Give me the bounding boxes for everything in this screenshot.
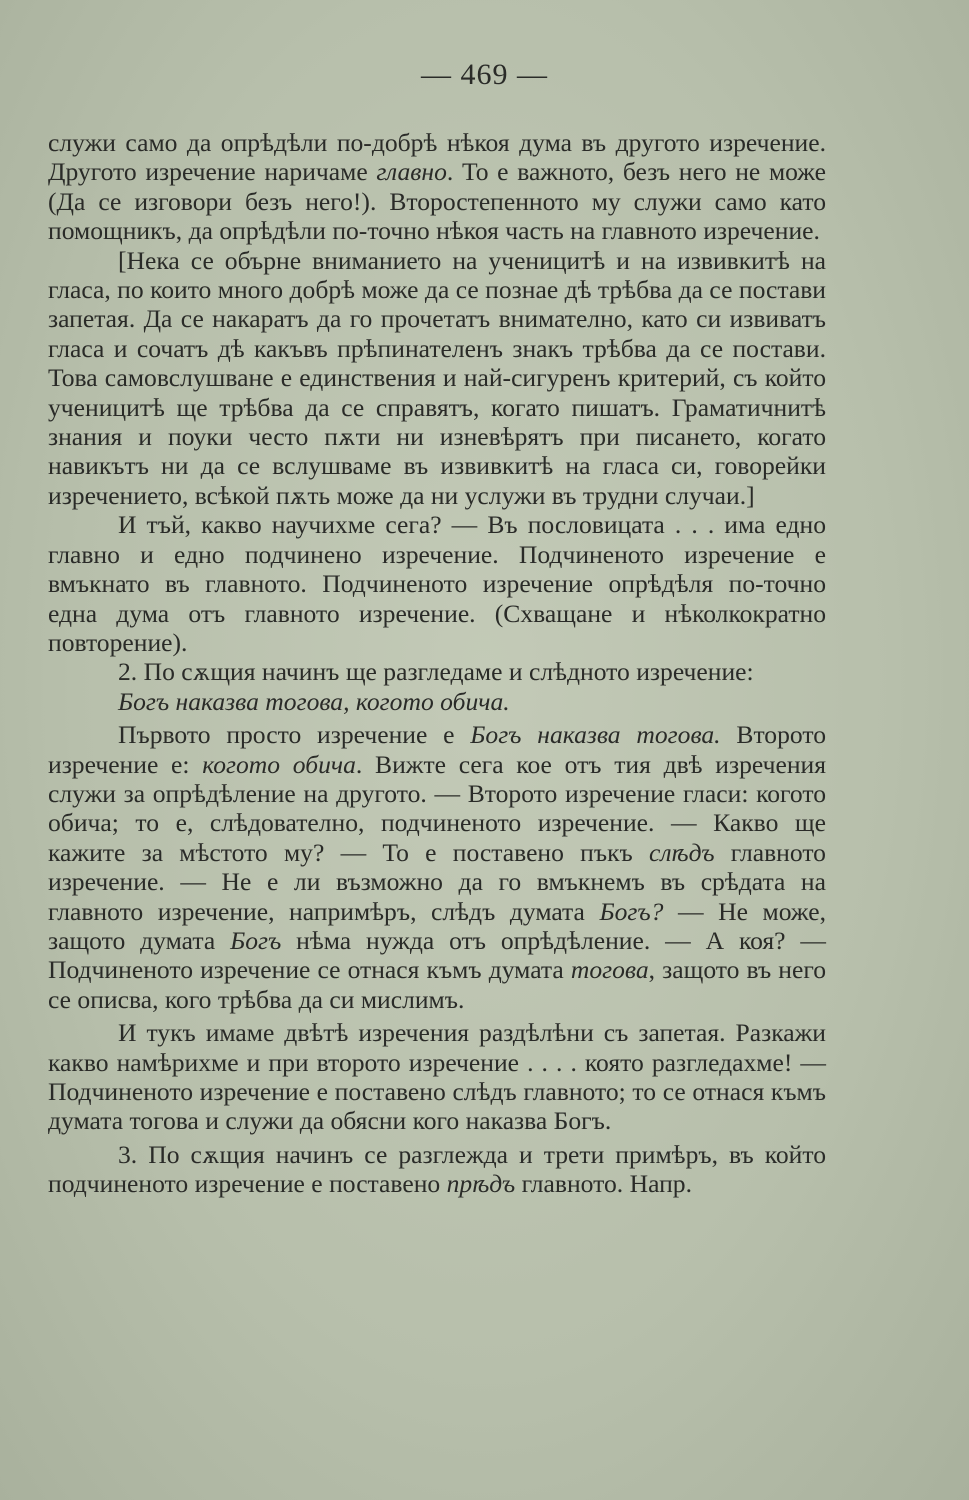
paragraph bbox=[48, 657, 826, 686]
text-run: И тукъ имаме двѣтѣ изречения раздѣлѣни съ запетая. Разкажи какво намѣрихме и при второто изречение . . . . която разгледахме! — Подчиненото изречение е поставено слѣдъ главното; то се отнася къмъ думата тогова и служи да обясни кого наказва Богъ. bbox=[48, 1018, 826, 1136]
text-run: служи само да опрѣдѣли по-добрѣ нѣкоя дума въ другото изречение. Другото изречение наричаме bbox=[48, 128, 826, 187]
italic-run: главно bbox=[376, 157, 447, 187]
italic-run: прѣдъ bbox=[446, 1169, 516, 1199]
text-run: , защото въ него се описва, кого трѣбва да си мислимъ. bbox=[48, 955, 826, 1014]
text-run: И тъй, какво научихме сега? — Въ пословицата . . . има едно главно и едно подчинено изречение. Подчиненото изречение е вмъкнато въ главното. Подчиненото изречение опрѣдѣля по-точно една дума отъ главното изречение. (Схващане и нѣколкократно повторение). bbox=[48, 510, 826, 657]
text-run: Първото просто изречение е bbox=[118, 720, 471, 750]
page-number: — 469 — bbox=[421, 58, 548, 91]
italic-run: когото обича bbox=[202, 749, 356, 779]
text-run: . Вижте сега кое отъ тия двѣ изречения служи за опрѣдѣление на другото. — Второто изречение гласи: когото обича; то е, слѣдователно, подчиненото изречение. — Какво ще кажите за мѣстото му? — То е поставено пъкъ bbox=[48, 749, 827, 867]
paragraph bbox=[48, 687, 826, 716]
body-text bbox=[48, 128, 826, 1199]
italic-run: Богъ? bbox=[599, 896, 664, 926]
paragraph bbox=[48, 510, 826, 657]
italic-run: Богъ наказва тогова. bbox=[470, 720, 721, 750]
text-run: 2. По сѫщия начинъ ще разгледаме и слѣдното изречение: bbox=[118, 657, 754, 687]
text-run: Второто изречение е: bbox=[48, 720, 826, 779]
text-run: [Нека се обърне вниманието на ученицитѣ и на извивкитѣ на гласа, по които много добрѣ може да се познае дѣ трѣбва да се постави запетая. Да се накаратъ да го прочетатъ внимателно, като си извиватъ гласа и сочатъ дѣ какъвъ прѣпинателенъ знакъ трѣбва да се постави. Това самовслушване е единствения и най-сигуренъ критерий, съ който ученицитѣ ще трѣбва да се справятъ, когато пишатъ. Граматичнитѣ знания и поуки често пѫти ни изневѣрятъ при писането, когато навикътъ ни да се вслушваме въ извивкитѣ на гласа си, говорейки изречението, всѣкой пѫть може да ни услужи въ трудни случаи.] bbox=[48, 245, 826, 510]
text-run: — Не може, защото думата bbox=[48, 896, 826, 955]
paragraph bbox=[48, 246, 826, 511]
italic-run: Богъ наказва тогова, когото обича. bbox=[118, 686, 510, 716]
paragraph bbox=[48, 128, 826, 246]
paragraph bbox=[48, 720, 826, 1014]
text-run: главното. Напр. bbox=[515, 1169, 692, 1199]
paragraph bbox=[48, 1140, 826, 1199]
italic-run: Богъ bbox=[230, 925, 282, 955]
paragraph bbox=[48, 1018, 826, 1136]
italic-run: тогова bbox=[570, 955, 649, 985]
text-run: 3. По сѫщия начинъ се разглежда и трети примѣръ, въ който подчиненото изречение е поставено bbox=[48, 1139, 826, 1199]
italic-run: слѣдъ bbox=[649, 837, 715, 867]
text-run: . То е важното, безъ него не може (Да се изговори безъ него!). Второстепенното му служи само като помощникъ, да опрѣдѣли по-точно нѣкоя часть на главното изречение. bbox=[48, 157, 826, 246]
text-run: главното изречение. — Не е ли възможно да го вмъкнемъ въ срѣдата на главното изречение, напримѣръ, слѣдъ думата bbox=[48, 837, 826, 926]
text-run: нѣма нужда отъ опрѣдѣление. — А коя? — Подчиненото изречение се отнася къмъ думата bbox=[48, 925, 826, 985]
